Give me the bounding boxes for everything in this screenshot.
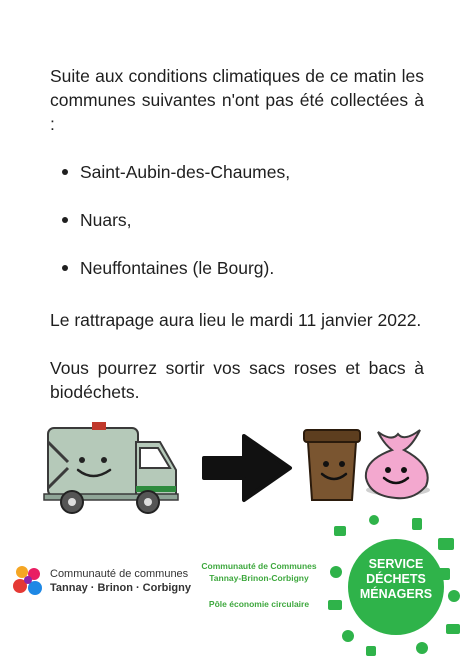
list-item: Saint-Aubin-des-Chaumes, <box>58 160 438 208</box>
service-badge <box>326 512 466 662</box>
compost-bin-icon <box>304 430 360 500</box>
logo-label: Communauté de communes <box>50 568 189 580</box>
list-item: Neuffontaines (le Bourg). <box>58 256 438 304</box>
pink-bag-icon <box>366 430 430 498</box>
illustration <box>0 412 474 522</box>
badge-line3: MÉNAGERS <box>359 587 433 601</box>
logo-dots-icon <box>10 564 46 598</box>
center-line2: Tannay-Brinon-Corbigny <box>209 573 309 583</box>
catchup-text: Le rattrapage aura lieu le mardi 11 janvier 2022. <box>50 310 422 330</box>
center-info <box>196 560 322 610</box>
center-pole: Pôle économie circulaire <box>208 599 310 609</box>
badge-line1: SERVICE <box>368 557 424 571</box>
center-line1: Communauté de Communes <box>201 561 317 571</box>
garbage-truck-icon <box>44 422 178 513</box>
badge-line2: DÉCHETS <box>366 572 426 586</box>
community-logo <box>10 562 200 602</box>
arrow-right-icon <box>204 436 290 500</box>
communes-list <box>58 160 438 304</box>
intro-text: Suite aux conditions climatiques de ce matin les communes suivantes n'ont pas été collectées à : <box>50 66 424 134</box>
logo-towns: Tannay · Brinon · Corbigny <box>50 582 191 594</box>
list-item: Nuars, <box>58 208 438 256</box>
instructions-text: Vous pourrez sortir vos sacs roses et bacs à biodéchets. <box>50 358 424 402</box>
